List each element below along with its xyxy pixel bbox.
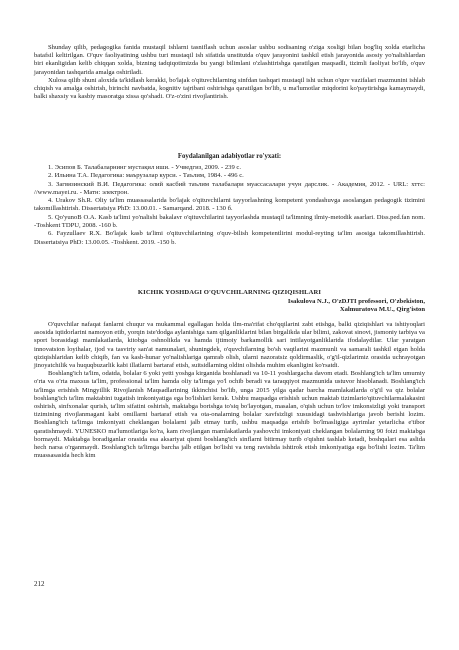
references-list	[34, 164, 425, 247]
reference-item: 3. Загвязинский В.И. Педагогика: олий касбий таълим талабалари муассасалари учун дарслик. - Академия, 2012. - URL: хттс: //www.mayei.ru. - Матн: электрон.	[34, 180, 425, 196]
author-line: Xalmuratova M.U., Qirg'iston	[339, 306, 425, 314]
intro-paragraph: Xulosa qilib shuni aloxida ta'kidlash kerakki, bo'lajak o'qituvchilarning sinfdan tashqari mustaqil ishi uchun o'quv vazifalari mazmunini ishlab chiqish va amalga oshirish, birinchi navbatda, kognitiv tajribani oshirishga qaratilgan bo'lib, u ma'lumotlar miqdorini ko'paytirishga kamaymaydi, balki shaxsiy va kasbiy masoratga xissa qo'shadi. O'z-o'zini rivojlantirish.	[34, 76, 425, 101]
reference-item: 1. Эсипов Б. Талабаларнинг мустақил иши. - Учведгиз, 2009. - 239 с.	[48, 164, 241, 171]
references-heading: Foydalanilgan adabiyotlar ro'yxati:	[177, 153, 282, 160]
article-title: KICHIK YOSHDAGI O'QUVCHILARNING QIZIQISHLARI	[137, 289, 322, 296]
author-line: Isakulova N.J., O'zDJTI professori, O'zbekiston,	[287, 298, 425, 305]
reference-item: 5. Qo'yunoB O.A. Kasb ta'limi yo'nalishi bakalavr o'qituvchilarini tayyorlashda mustaqil ta'limning ilmiy-metodik asarlari. Diss.ped.fan nom. -Toshkent TDPU, 2008. -160 b.	[34, 213, 425, 230]
article-body	[34, 321, 425, 460]
reference-item: 4. Urakov Sh.R. Oliy ta'lim muassasalarida bo'lajak o'qituvchilarni tayyorlashning kompetent yondashuvga asoslangan pedagogik tizimini takomillashtirish. Dissertatsiya PhD: 13.00.01. - Samarqand. 2018. - 130 б.	[34, 197, 425, 213]
reference-item: 6. Fayzullaev R.X. Bo'lajak kasb ta'limi o'qituvchilarining o'quv-bilish kompetentlirini modul-reyting ta'lim asosiga takomillashtirish. Dissertatsiya PhD: 13.00.05. -Toshkent. 2019. -150 b.	[34, 230, 425, 246]
article-authors	[34, 298, 425, 314]
intro-text	[34, 44, 425, 101]
article-paragraph: O'quvchilar nafaqat fanlarni chuqur va mukammal egallagan holda ilm-ma'rifat cho'qqilarini zabt etishga, balki qiziqishlari va ishtiyoqlari asosida iqtidorlarini namoyon etib, yorqin iste'dodga aylanishiga xam qilganliklarini bilan birgalikda ular bilimi, zakovat sinovi, jismoniy tarbiya va sport borasidagi mamlakatlarda, kitobga oshnolikda va hamda ijtimoiy barkamollik sari intilayotganliklarida ifodalaydilar. Ular yaratgan innovatsion loyihalar, ijod va tasviriy san'at namunalari, shuningdek, o'quvchilarning bo'sh vaqtlarini mazmunli va samarali tashkil etgan holda qiziqishlaridan kelib chiqib, fan va kasb-hunar yo'nalishlariga qamrab olish, ularni nazoratsiz qoldirmaslik, o'g'il-qizlarimiz orasida uchrayotgan jinoyatchilik va huquqbuzarlik kabi illatlarni bartaraf etish, suitsidlarning oldini olishda muhim ekanligini ko'rsatdi.	[34, 321, 425, 370]
page-number: 212	[34, 580, 45, 588]
reference-item: 2. Ильина Т.А. Педагогика: маърузалар курси. - Таълим, 1984. - 496 с.	[48, 172, 244, 180]
article-paragraph: Boshlang'ich ta'lim, odatda, bolalar 6 yoki yetti yoshga kirganida boshlanadi va 10-11 yoshlargacha davom etadi. Boshlang'ich ta'lim umumiy o'rta va o'rta maxsus ta'lim, professional ta'lim hamda oliy ta'limga yo'l ochib beradi va taraqqiyot mazmunida ustuvor hisoblanadi. Boshlang'ich ta'limga erishish Mingyillik Rivojlanish Maqsadlarining ikkinchisi bo'lib, unga 2015 yilga qadar barcha mamlakatlarda o'g'il va qiz bolalar boshlang'ich ta'lim maktabini tugatish imkoniyatiga ega bo'lishlari kerak. Ushbu maqsadga erishish uchun maktab tizimlario'qituvchilarmalakasini oshirish, sinfxonalar qurish, ta'lim sifatini oshirish, maktabga borishga to'siq bo'layotgan, masalan, o'qish uchun to'lov imkonsizligi yoki transport tizimining rivojlanmagani kabi omillarni bartaraf etish va ota-onalarning bolalar xavfsizligi xususidagi tashvishlariga javob berishi lozim. Boshlang'ich ta'limga imkoniyati cheklangan bolalarni jalb etmay turib, ushbu maqsadga erishib bo'lmasligiga ayrimlar yetarlicha e'tibor qaratishmaydi. YUNESKO ma'lumotlariga ko'ra, kam rivojlangan mamlakatlarda yashovchi imkoniyati cheklangan bolalarning 90 foizi maktabga bormaydi. Maktabga boradiganlar orasida esa aksariyat qismi boshlang'ich sinflarni bitirmay turib o'qishni tashlab ketadi, boshqalari esa aslida hech narsa o'rganmaydi. Boshlang'ich ta'limga barcha jalb etilgan bo'lishi va teng ravishda ishtirok etish imkoniyatiga ega bo'lishi lozim. Ta'lim muassasasida hech kim	[34, 370, 425, 460]
intro-paragraph: Shunday qilib, pedagogika fanida mustaqil ishlarni tasniflash uchun asoslar ushbu sodisaning o'ziga xosligi bilan bog'liq xolda etarlicha batafsil keltirilgan. O'quv faoliyatining ushbu turi mustaqil ish sifatida unstitutda o'quv jarayonini tashkil etish jarayonida asosiy yo'nalishlardan biri ekanligidan kelib chiqqan xolda, bizning tadqiqotimizda bu yangi bilimlani o'zlashtirishga qaratilgan maqsadli, tizimli faoliyat bo'lib, o'quv jarayonidan tashqarida amalga oshiriladi.	[34, 44, 425, 76]
